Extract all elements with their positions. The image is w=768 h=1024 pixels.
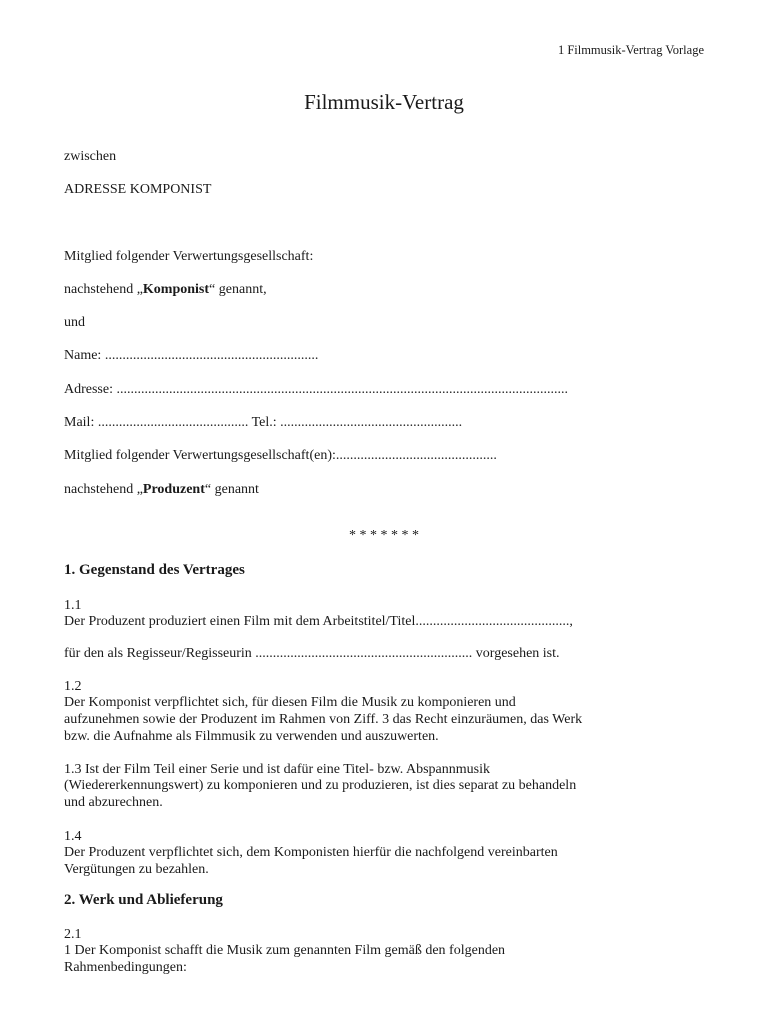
between-label: zwischen	[64, 149, 117, 164]
paragraph-1-2-line: Der Komponist verpflichtet sich, für diesen Film die Musik zu komponieren und	[64, 695, 516, 710]
paragraph-1-1-number: 1.1	[64, 598, 82, 613]
paragraph-2-1-line: Rahmenbedingungen:	[64, 960, 187, 975]
producer-named-bold: Produzent	[142, 482, 205, 497]
paragraph-1-1-line: für den als Regisseur/Regisseurin .............................................................. vorgesehen ist.	[64, 646, 560, 661]
and-label: und	[64, 315, 85, 330]
paragraph-1-3-line: 1.3 Ist der Film Teil einer Serie und ist dafür eine Titel- bzw. Abspannmusik	[64, 762, 490, 777]
producer-named	[64, 481, 259, 498]
composer-named-bold: Komponist	[142, 282, 210, 297]
paragraph-1-4-line: Vergütungen zu bezahlen.	[64, 862, 209, 877]
mail-tel-line: Mail: ........................................... Tel.: ....................................................	[64, 415, 463, 430]
paragraph-1-2-number: 1.2	[64, 679, 82, 694]
paragraph-1-3-line: und abzurechnen.	[64, 795, 163, 810]
composer-named-pre: nachstehend „	[64, 282, 143, 297]
paragraph-1-1-line: Der Produzent produziert einen Film mit dem Arbeitstitel/Titel............................................,	[64, 614, 573, 629]
composer-named-post: “ genannt,	[209, 282, 267, 297]
producer-named-post: “ genannt	[204, 482, 259, 497]
page-header: 1 Filmmusik-Vertrag Vorlage	[557, 43, 704, 57]
section-1-heading: 1. Gegenstand des Vertrages	[64, 562, 245, 578]
paragraph-2-1-line: 1 Der Komponist schafft die Musik zum genannten Film gemäß den folgenden	[64, 943, 506, 958]
paragraph-1-4-line: Der Produzent verpflichtet sich, dem Komponisten hierfür die nachfolgend vereinbarten	[64, 845, 558, 860]
separator: * * * * * * *	[349, 528, 419, 543]
paragraph-1-3-line: (Wiedererkennungswert) zu komponieren und zu produzieren, ist dies separat zu behandeln	[64, 778, 577, 793]
section-2-heading: 2. Werk und Ablieferung	[64, 892, 223, 908]
address-line: Adresse: .................................................................................................................................	[64, 382, 568, 397]
composer-named	[64, 281, 267, 298]
composer-address: ADRESSE KOMPONIST	[64, 182, 212, 197]
producer-society: Mitglied folgender Verwertungsgesellschaft(en):..............................................	[64, 448, 497, 463]
name-line: Name: .............................................................	[64, 348, 319, 363]
paragraph-1-4-number: 1.4	[64, 829, 82, 844]
document-title: Filmmusik-Vertrag	[304, 90, 464, 114]
producer-named-pre: nachstehend „	[64, 482, 143, 497]
composer-society: Mitglied folgender Verwertungsgesellschaft:	[64, 249, 314, 264]
paragraph-1-2-line: aufzunehmen sowie der Produzent im Rahmen von Ziff. 3 das Recht einzuräumen, das Werk	[64, 712, 583, 727]
paragraph-1-2-line: bzw. die Aufnahme als Filmmusik zu verwenden und auszuwerten.	[64, 729, 439, 744]
paragraph-2-1-number: 2.1	[64, 927, 82, 942]
